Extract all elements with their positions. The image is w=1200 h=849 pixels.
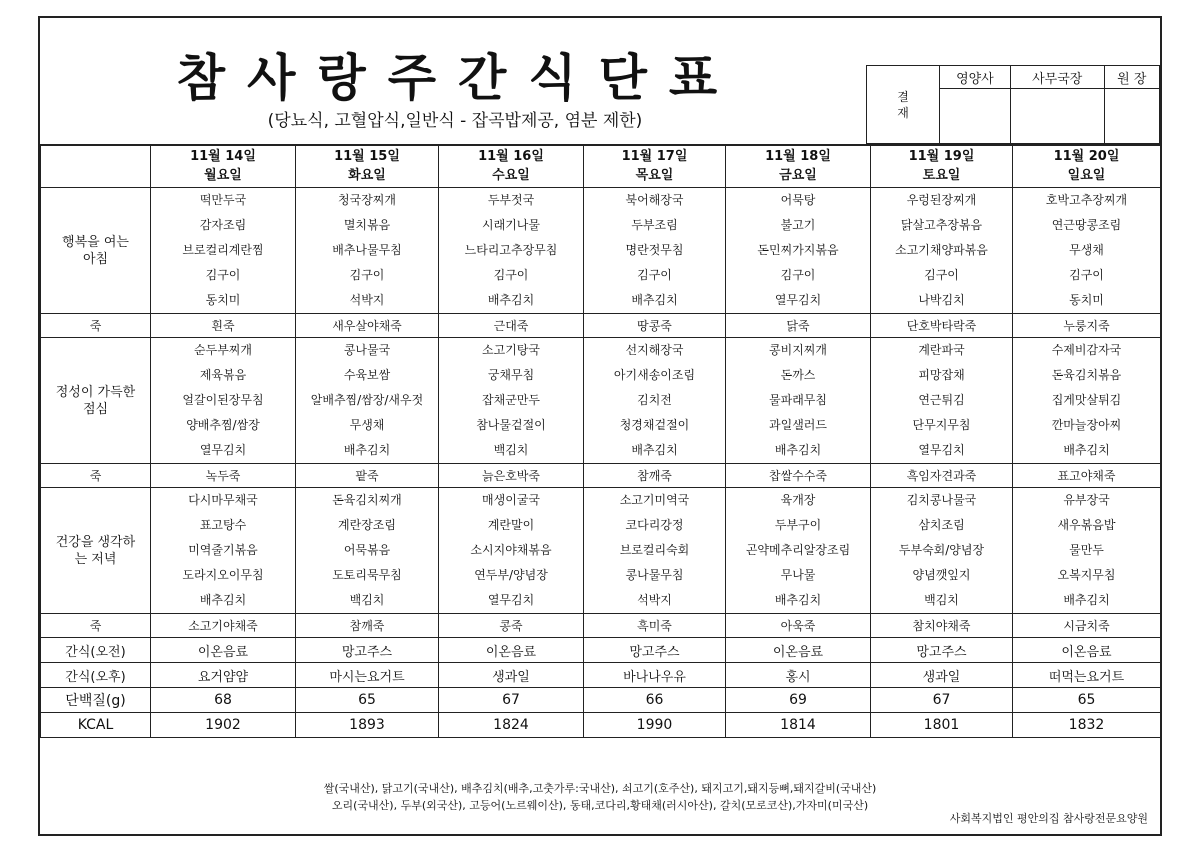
menu-item: 어묵볶음 <box>343 543 391 557</box>
footer <box>40 768 1160 834</box>
porridge-cell: 흑임자견과죽 <box>871 464 1013 488</box>
snack-am-label: 간식(오전) <box>41 638 151 663</box>
snack-pm-cell: 마시는요거트 <box>296 663 439 688</box>
approval-sign-slot <box>1010 89 1104 144</box>
menu-item: 삼치조림 <box>918 518 965 532</box>
menu-item: 깐마늘장아찌 <box>1051 418 1122 432</box>
menu-item: 물만두 <box>1069 543 1104 557</box>
porridge-cell: 땅콩죽 <box>584 314 726 338</box>
menu-item: 코다리강정 <box>625 518 684 532</box>
menu-item: 소고기미역국 <box>619 493 690 507</box>
menu-item: 시래기나물 <box>482 218 540 232</box>
menu-item: 양념깻잎지 <box>912 568 971 582</box>
menu-item: 닭살고추장볶음 <box>900 218 983 232</box>
day-date: 11월 19일 <box>908 149 975 164</box>
menu-item: 백김치 <box>349 593 385 607</box>
kcal-cell: 1824 <box>439 713 584 738</box>
dinner-cell <box>584 488 726 614</box>
menu-item: 열무김치 <box>774 293 822 307</box>
menu-item: 계란말이 <box>487 518 535 532</box>
menu-item: 김구이 <box>1069 268 1104 282</box>
protein-cell: 65 <box>1013 688 1161 713</box>
menu-item: 새우볶음밥 <box>1057 518 1116 532</box>
menu-item: 육개장 <box>780 493 816 507</box>
breakfast-label-line: 행복을 여는 <box>62 234 129 250</box>
menu-item: 열무김치 <box>199 443 247 457</box>
dinner-cell <box>151 488 296 614</box>
porridge-cell: 찹쌀수수죽 <box>726 464 871 488</box>
snack-am-cell: 이온음료 <box>726 638 871 663</box>
institution-signature: 사회복지법인 평안의집 참사랑전문요양원 <box>949 812 1148 825</box>
day-header <box>726 145 871 188</box>
menu-item: 돈까스 <box>780 368 816 382</box>
lunch-cell <box>151 338 296 464</box>
day-date: 11월 17일 <box>621 149 688 164</box>
menu-item: 매생이굴국 <box>482 493 540 507</box>
kcal-label: KCAL <box>41 713 151 738</box>
menu-item: 도라지오이무침 <box>182 568 264 582</box>
porridge-label: 죽 <box>41 614 151 638</box>
day-date: 11월 14일 <box>190 149 256 164</box>
origin-line: 오리(국내산), 두부(외국산), 고등어(노르웨이산), 동태,코다리,황태채(러시아산), 갈치(모로코산),가자미(미국산) <box>331 799 869 812</box>
snack-pm-cell: 홍시 <box>726 663 871 688</box>
breakfast-cell <box>584 188 726 314</box>
menu-item: 나박김치 <box>918 293 965 307</box>
day-weekday: 월요일 <box>204 168 242 183</box>
lunch-label-line: 점심 <box>82 401 109 417</box>
approval-label <box>867 66 940 144</box>
protein-cell: 65 <box>296 688 439 713</box>
page-title: 참사랑주간식단표 <box>176 49 740 107</box>
porridge-cell: 표고야채죽 <box>1013 464 1161 488</box>
dinner-cell <box>296 488 439 614</box>
menu-item: 배추김치 <box>631 293 678 307</box>
lunch-porridge-row <box>41 464 1161 488</box>
breakfast-row <box>41 188 1161 314</box>
porridge-cell: 새우살야채죽 <box>296 314 439 338</box>
menu-item: 궁채무침 <box>487 368 535 382</box>
approval-role-nutritionist: 영양사 <box>940 66 1011 89</box>
dinner-cell <box>871 488 1013 614</box>
ingredient-origin <box>40 780 1160 814</box>
day-weekday: 토요일 <box>922 168 961 183</box>
menu-item: 참나물겉절이 <box>476 418 546 432</box>
porridge-cell: 소고기야채죽 <box>151 614 296 638</box>
menu-item: 수육보쌈 <box>343 368 391 382</box>
menu-item: 미역줄기볶음 <box>188 543 258 557</box>
menu-item: 콩나물국 <box>343 343 391 357</box>
breakfast-cell <box>439 188 584 314</box>
kcal-cell: 1801 <box>871 713 1013 738</box>
menu-item: 제육볶음 <box>199 368 247 382</box>
menu-item: 배추김치 <box>631 443 678 457</box>
day-header-row <box>41 145 1161 188</box>
snack-am-cell: 이온음료 <box>151 638 296 663</box>
menu-item: 김구이 <box>493 268 529 282</box>
menu-item: 명란젓무침 <box>625 243 684 257</box>
porridge-cell: 참깨죽 <box>296 614 439 638</box>
origin-line: 쌀(국내산), 닭고기(국내산), 배추김치(배추,고춧가루:국내산), 쇠고기(호주산), 돼지고기,돼지등뼈,돼지갈비(국내산) <box>323 782 877 795</box>
lunch-cell <box>584 338 726 464</box>
day-header <box>296 145 439 188</box>
menu-sheet <box>38 16 1162 836</box>
day-weekday: 화요일 <box>348 168 386 183</box>
menu-item: 석박지 <box>637 593 672 607</box>
menu-item: 연근튀김 <box>918 393 965 407</box>
day-weekday: 일요일 <box>1067 168 1106 183</box>
menu-item: 떡만두국 <box>199 193 247 207</box>
day-weekday: 금요일 <box>779 168 817 183</box>
menu-item: 열무김치 <box>918 443 965 457</box>
protein-cell: 67 <box>871 688 1013 713</box>
snack-pm-cell: 떠먹는요거트 <box>1013 663 1161 688</box>
snack-pm-cell: 바나나우유 <box>584 663 726 688</box>
porridge-label: 죽 <box>41 464 151 488</box>
menu-item: 집게맛살튀김 <box>1051 393 1122 407</box>
porridge-label: 죽 <box>41 314 151 338</box>
menu-item: 콩비지찌개 <box>769 343 827 357</box>
menu-item: 김치전 <box>637 393 672 407</box>
snack-am-cell: 망고주스 <box>584 638 726 663</box>
menu-item: 두부구이 <box>774 518 822 532</box>
menu-item: 배추김치 <box>1063 443 1110 457</box>
menu-item: 감자조림 <box>199 218 247 232</box>
menu-item: 단무지무침 <box>912 418 971 432</box>
menu-item: 브로컬리숙회 <box>619 543 690 557</box>
snack-pm-cell: 요거얌얌 <box>151 663 296 688</box>
porridge-cell: 참치야채죽 <box>871 614 1013 638</box>
menu-item: 김구이 <box>780 268 816 282</box>
menu-item: 배추김치 <box>343 443 391 457</box>
menu-item: 배추나물무침 <box>332 243 402 257</box>
menu-item: 배추김치 <box>487 293 535 307</box>
breakfast-cell <box>726 188 871 314</box>
breakfast-label <box>41 188 151 314</box>
menu-item: 소고기탕국 <box>482 343 540 357</box>
menu-item: 연두부/양념장 <box>474 568 548 582</box>
dinner-row <box>41 488 1161 614</box>
menu-table <box>40 144 1161 738</box>
porridge-cell: 참깨죽 <box>584 464 726 488</box>
snack-am-cell: 이온음료 <box>439 638 584 663</box>
lunch-label <box>41 338 151 464</box>
page-subtitle: (당뇨식, 고혈압식,일반식 - 잡곡밥제공, 염분 제한) <box>267 111 643 131</box>
menu-item: 어묵탕 <box>780 193 816 207</box>
menu-item: 돈민찌가지볶음 <box>757 243 839 257</box>
menu-item: 불고기 <box>780 218 816 232</box>
menu-item: 순두부찌개 <box>194 343 252 357</box>
menu-item: 무생채 <box>349 418 385 432</box>
menu-item: 김구이 <box>349 268 385 282</box>
menu-item: 배추김치 <box>199 593 247 607</box>
breakfast-cell <box>871 188 1013 314</box>
menu-item: 동치미 <box>205 293 241 307</box>
lunch-cell <box>1013 338 1161 464</box>
lunch-cell <box>296 338 439 464</box>
menu-item: 무나물 <box>780 568 816 582</box>
snack-pm-label: 간식(오후) <box>41 663 151 688</box>
menu-item: 배추김치 <box>1063 593 1110 607</box>
kcal-cell: 1832 <box>1013 713 1161 738</box>
menu-item: 계란장조림 <box>338 518 396 532</box>
menu-item: 곤약메추리알장조림 <box>745 543 851 557</box>
menu-item: 소고기채양파볶음 <box>895 243 988 257</box>
porridge-cell: 늙은호박죽 <box>439 464 584 488</box>
approval-label-line1: 결 <box>897 89 909 104</box>
menu-item: 우렁된장찌개 <box>906 193 977 207</box>
approval-label-line2: 재 <box>897 105 909 120</box>
day-header <box>584 145 726 188</box>
snack-pm-cell: 생과일 <box>439 663 584 688</box>
lunch-cell <box>439 338 584 464</box>
porridge-cell: 근대죽 <box>439 314 584 338</box>
menu-item: 소시지야채볶음 <box>470 543 552 557</box>
menu-item: 계란파국 <box>918 343 965 357</box>
porridge-cell: 누룽지죽 <box>1013 314 1161 338</box>
menu-item: 두부젓국 <box>487 193 535 207</box>
menu-item: 콩나물무침 <box>625 568 684 582</box>
day-weekday: 목요일 <box>635 168 674 183</box>
menu-item: 동치미 <box>1069 293 1104 307</box>
header <box>40 18 1160 146</box>
menu-item: 김구이 <box>924 268 959 282</box>
day-weekday: 수요일 <box>492 168 530 183</box>
snack-pm-cell: 생과일 <box>871 663 1013 688</box>
approval-box <box>866 65 1160 144</box>
menu-item: 배추김치 <box>774 443 822 457</box>
menu-item: 김구이 <box>205 268 241 282</box>
protein-cell: 68 <box>151 688 296 713</box>
menu-item: 돈육김치볶음 <box>1051 368 1122 382</box>
menu-item: 과일샐러드 <box>769 418 827 432</box>
snack-pm-row <box>41 663 1161 688</box>
snack-am-cell: 이온음료 <box>1013 638 1161 663</box>
breakfast-cell <box>151 188 296 314</box>
lunch-cell <box>726 338 871 464</box>
menu-item: 석박지 <box>349 293 385 307</box>
snack-am-row <box>41 638 1161 663</box>
corner-cell <box>41 145 151 188</box>
porridge-cell: 단호박타락죽 <box>871 314 1013 338</box>
snack-am-cell: 망고주스 <box>296 638 439 663</box>
dinner-label-line: 는 저녁 <box>74 551 117 567</box>
protein-cell: 66 <box>584 688 726 713</box>
menu-item: 도토리묵무침 <box>332 568 402 582</box>
protein-row <box>41 688 1161 713</box>
lunch-row <box>41 338 1161 464</box>
menu-item: 열무김치 <box>487 593 535 607</box>
breakfast-cell <box>296 188 439 314</box>
kcal-cell: 1814 <box>726 713 871 738</box>
porridge-cell: 팥죽 <box>296 464 439 488</box>
porridge-cell: 흑미죽 <box>584 614 726 638</box>
menu-item: 배추김치 <box>774 593 822 607</box>
porridge-cell: 흰죽 <box>151 314 296 338</box>
menu-item: 유부장국 <box>1063 493 1110 507</box>
menu-item: 얼갈이된장무침 <box>182 393 264 407</box>
menu-item: 김구이 <box>637 268 672 282</box>
lunch-cell <box>871 338 1013 464</box>
menu-item: 잡채군만두 <box>482 393 540 407</box>
dinner-label-line: 건강을 생각하 <box>55 534 136 550</box>
snack-am-cell: 망고주스 <box>871 638 1013 663</box>
breakfast-porridge-row <box>41 314 1161 338</box>
menu-item: 선지해장국 <box>625 343 684 357</box>
menu-item: 알배추찜/쌈장/새우젓 <box>310 393 424 407</box>
porridge-cell: 시금치죽 <box>1013 614 1161 638</box>
protein-cell: 69 <box>726 688 871 713</box>
menu-item: 물파래무침 <box>769 393 827 407</box>
approval-sign-slot <box>940 89 1011 144</box>
kcal-cell: 1990 <box>584 713 726 738</box>
menu-item: 표고탕수 <box>199 518 247 532</box>
kcal-cell: 1902 <box>151 713 296 738</box>
menu-item: 피망잡채 <box>918 368 965 382</box>
menu-item: 수제비감자국 <box>1051 343 1122 357</box>
menu-item: 양배추찜/쌈장 <box>186 418 260 432</box>
dinner-label <box>41 488 151 614</box>
menu-item: 청경채겉절이 <box>619 418 690 432</box>
approval-sign-slot <box>1104 89 1159 144</box>
protein-cell: 67 <box>439 688 584 713</box>
menu-item: 호박고추장찌개 <box>1045 193 1128 207</box>
day-header <box>151 145 296 188</box>
menu-item: 오복지무침 <box>1057 568 1116 582</box>
menu-item: 다시마무채국 <box>188 493 258 507</box>
menu-item: 두부조림 <box>631 218 678 232</box>
day-date: 11월 18일 <box>765 149 831 164</box>
menu-item: 두부숙회/양념장 <box>898 543 985 557</box>
menu-item: 멸치볶음 <box>343 218 391 232</box>
day-date: 11월 15일 <box>334 149 400 164</box>
kcal-row <box>41 713 1161 738</box>
menu-item: 김치콩나물국 <box>906 493 977 507</box>
kcal-cell: 1893 <box>296 713 439 738</box>
day-header <box>1013 145 1161 188</box>
menu-item: 브로컬리계란찜 <box>182 243 264 257</box>
day-date: 11월 16일 <box>478 149 544 164</box>
lunch-label-line: 정성이 가득한 <box>55 384 136 400</box>
dinner-cell <box>726 488 871 614</box>
menu-item: 백김치 <box>924 593 959 607</box>
breakfast-cell <box>1013 188 1161 314</box>
porridge-cell: 닭죽 <box>726 314 871 338</box>
menu-item: 돈육김치찌개 <box>332 493 402 507</box>
menu-item: 무생채 <box>1069 243 1104 257</box>
menu-item: 청국장찌개 <box>338 193 396 207</box>
breakfast-label-line: 아침 <box>82 251 109 267</box>
protein-label: 단백질(g) <box>41 688 151 713</box>
porridge-cell: 아욱죽 <box>726 614 871 638</box>
menu-item: 북어해장국 <box>625 193 684 207</box>
menu-item: 아기새송이조림 <box>613 368 696 382</box>
menu-item: 느타리고추장무침 <box>464 243 558 257</box>
day-date: 11월 20일 <box>1053 149 1120 164</box>
porridge-cell: 녹두죽 <box>151 464 296 488</box>
menu-item: 연근땅콩조림 <box>1051 218 1122 232</box>
dinner-cell <box>439 488 584 614</box>
approval-role-office-director: 사무국장 <box>1010 66 1104 89</box>
porridge-cell: 콩죽 <box>439 614 584 638</box>
dinner-porridge-row <box>41 614 1161 638</box>
menu-item: 백김치 <box>493 443 529 457</box>
day-header <box>871 145 1013 188</box>
dinner-cell <box>1013 488 1161 614</box>
approval-role-head: 원 장 <box>1104 66 1159 89</box>
day-header <box>439 145 584 188</box>
